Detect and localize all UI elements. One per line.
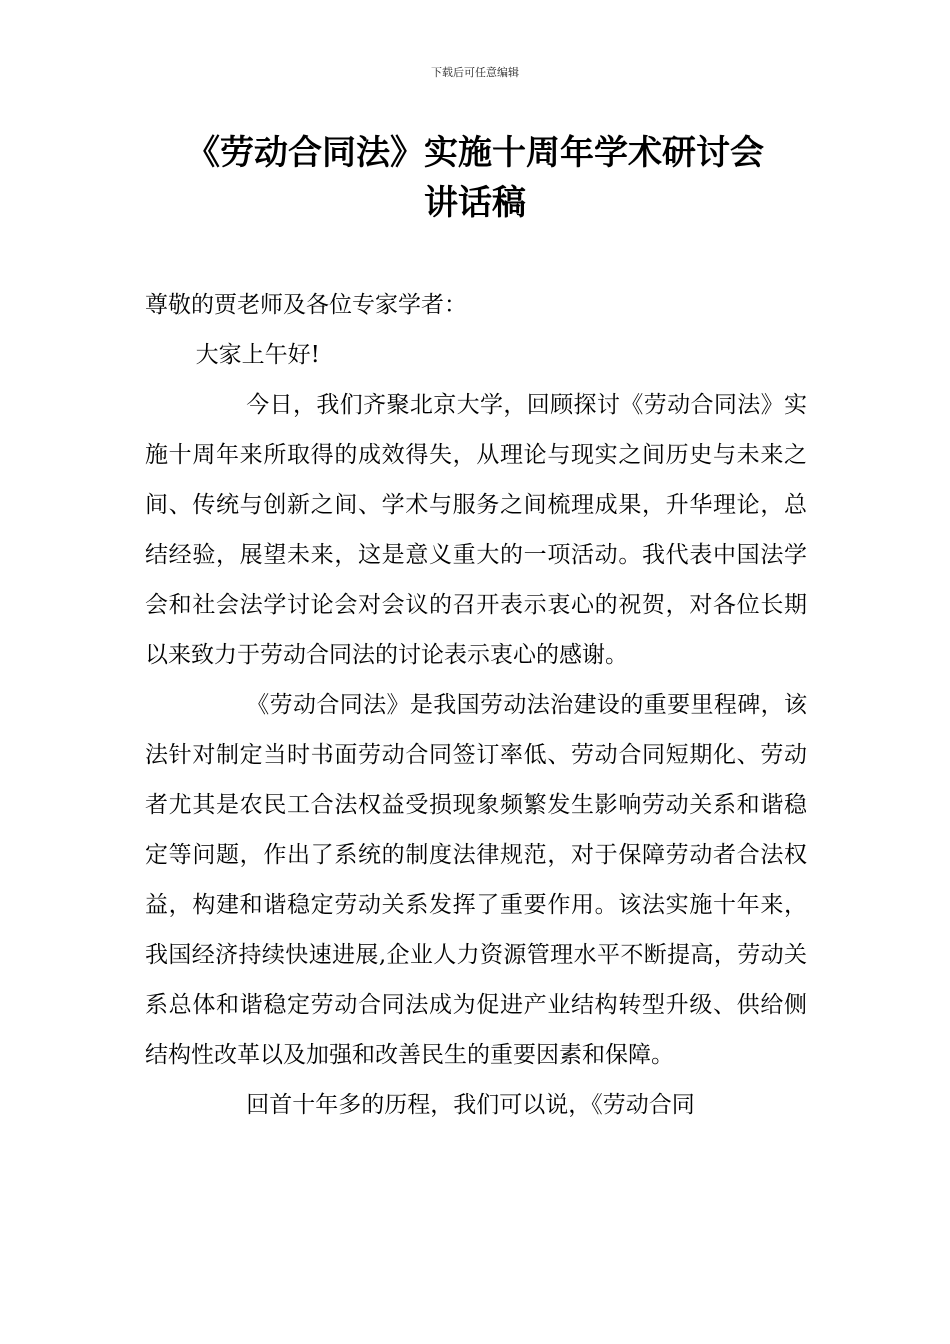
title-line-1: 《劳动合同法》实施十周年学术研讨会 [186,133,764,173]
document-body [145,280,807,1130]
header-note: 下载后可任意编辑 [431,66,519,79]
document-title [110,128,840,228]
paragraph-1: 今日，我们齐聚北京大学，回顾探讨《劳动合同法》实施十周年来所取得的成效得失，从理论与现实之间历史与未来之间、传统与创新之间、学术与服务之间梳理成果，升华理论，总结经验，展望未来，这是意义重大的一项活动。我代表中国法学会和社会法学讨论会对会议的召开表示衷心的祝贺，对各位长期以来致力于劳动合同法的讨论表示衷心的感谢。 [145,392,807,668]
salutation: 尊敬的贾老师及各位专家学者： [145,292,467,318]
paragraph-2: 《劳动合同法》是我国劳动法治建设的重要里程碑，该法针对制定当时书面劳动合同签订率低、劳动合同短期化、劳动者尤其是农民工合法权益受损现象频繁发生影响劳动关系和谐稳定等问题，作出了系统的制度法律规范，对于保障劳动者合法权益，构建和谐稳定劳动关系发挥了重要作用。该法实施十年来，我国经济持续快速进展,企业人力资源管理水平不断提高，劳动关系总体和谐稳定劳动合同法成为促进产业结构转型升级、供给侧结构性改革以及加强和改善民生的重要因素和保障。 [145,692,807,1068]
title-line-2: 讲话稿 [424,183,526,223]
paragraph-3: 回首十年多的历程，我们可以说，《劳动合同 [246,1092,695,1118]
greeting: 大家上午好! [195,342,320,368]
